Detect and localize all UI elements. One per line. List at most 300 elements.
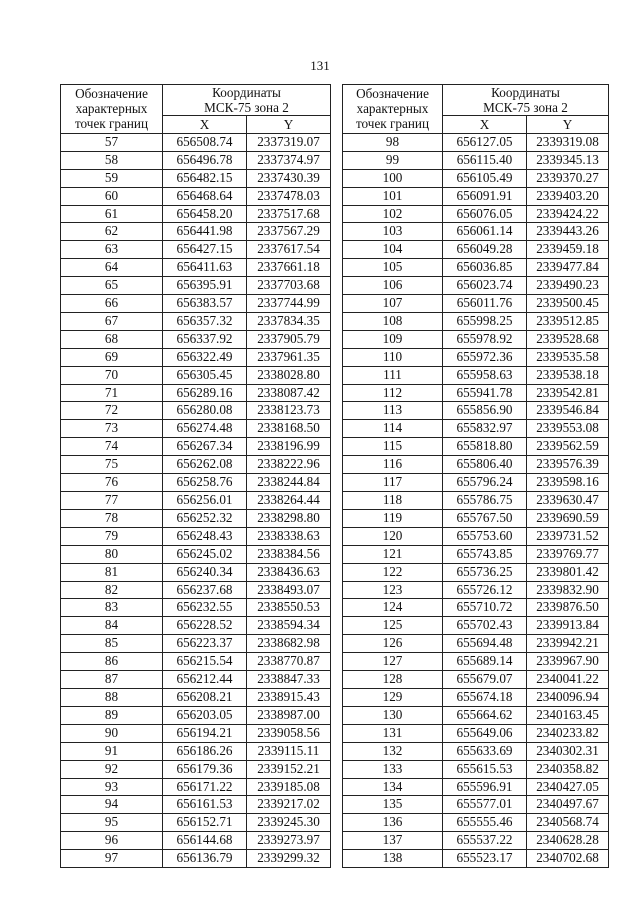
point-number-cell: 73 (61, 420, 163, 438)
point-number-cell: 89 (61, 706, 163, 724)
y-coordinate-cell: 2339490.23 (527, 277, 609, 295)
point-number-cell: 93 (61, 778, 163, 796)
table-row (61, 348, 331, 366)
point-number-cell: 121 (343, 545, 443, 563)
y-header: Y (247, 116, 331, 134)
point-number-cell: 95 (61, 814, 163, 832)
point-number-cell: 106 (343, 277, 443, 295)
y-coordinate-cell: 2339876.50 (527, 599, 609, 617)
y-coordinate-cell: 2337961.35 (247, 348, 331, 366)
table-row (343, 295, 609, 313)
x-coordinate-cell: 656115.40 (443, 151, 527, 169)
x-coordinate-cell: 656468.64 (163, 187, 247, 205)
point-number-cell: 114 (343, 420, 443, 438)
x-coordinate-cell: 656258.76 (163, 474, 247, 492)
y-coordinate-cell: 2338682.98 (247, 635, 331, 653)
table-row (61, 438, 331, 456)
coords-title-line: Координаты (491, 85, 560, 100)
table-row (343, 438, 609, 456)
x-coordinate-cell: 655972.36 (443, 348, 527, 366)
y-coordinate-cell: 2340041.22 (527, 671, 609, 689)
table-row (343, 545, 609, 563)
table-row (61, 366, 331, 384)
y-coordinate-cell: 2339942.21 (527, 635, 609, 653)
y-coordinate-cell: 2338264.44 (247, 492, 331, 510)
table-row (61, 509, 331, 527)
x-coordinate-cell: 656237.68 (163, 581, 247, 599)
coordinates-table-right (342, 84, 609, 868)
y-coordinate-cell: 2338087.42 (247, 384, 331, 402)
point-label-line: характерных (75, 101, 148, 117)
table-row (343, 850, 609, 868)
y-coordinate-cell: 2337661.18 (247, 259, 331, 277)
x-coordinate-cell: 655767.50 (443, 509, 527, 527)
y-coordinate-cell: 2339967.90 (527, 653, 609, 671)
point-number-cell: 61 (61, 205, 163, 223)
point-label-line: Обозначение (75, 86, 148, 102)
point-number-cell: 133 (343, 760, 443, 778)
x-coordinate-cell: 655806.40 (443, 456, 527, 474)
point-number-cell: 70 (61, 366, 163, 384)
y-coordinate-cell: 2339913.84 (527, 617, 609, 635)
x-coordinate-cell: 656036.85 (443, 259, 527, 277)
x-coordinate-cell: 655596.91 (443, 778, 527, 796)
point-number-cell: 120 (343, 527, 443, 545)
point-number-cell: 111 (343, 366, 443, 384)
x-coordinate-cell: 655786.75 (443, 492, 527, 510)
x-coordinate-cell: 656127.05 (443, 133, 527, 151)
y-coordinate-cell: 2339769.77 (527, 545, 609, 563)
point-number-cell: 86 (61, 653, 163, 671)
point-number-cell: 87 (61, 671, 163, 689)
table-row (343, 509, 609, 527)
y-coordinate-cell: 2339245.30 (247, 814, 331, 832)
table-row (343, 420, 609, 438)
table-row (61, 760, 331, 778)
y-coordinate-cell: 2339832.90 (527, 581, 609, 599)
table-row (61, 563, 331, 581)
table-row (343, 796, 609, 814)
point-number-cell: 138 (343, 850, 443, 868)
table-row (343, 151, 609, 169)
point-number-cell: 135 (343, 796, 443, 814)
point-number-cell: 85 (61, 635, 163, 653)
y-coordinate-cell: 2338770.87 (247, 653, 331, 671)
point-number-cell: 79 (61, 527, 163, 545)
x-coordinate-cell: 656186.26 (163, 742, 247, 760)
coords-title-line: Координаты (212, 85, 281, 100)
x-coordinate-cell: 656289.16 (163, 384, 247, 402)
y-coordinate-cell: 2339152.21 (247, 760, 331, 778)
point-number-cell: 124 (343, 599, 443, 617)
x-coordinate-cell: 655523.17 (443, 850, 527, 868)
table-row (343, 456, 609, 474)
coordinates-table-left (60, 84, 331, 868)
table-row (61, 259, 331, 277)
table-row (343, 492, 609, 510)
y-coordinate-cell: 2340233.82 (527, 724, 609, 742)
table-row (343, 814, 609, 832)
table-row (61, 241, 331, 259)
x-coordinate-cell: 656248.43 (163, 527, 247, 545)
point-number-cell: 57 (61, 133, 163, 151)
point-label-line: точек границ (355, 116, 430, 132)
table-row (343, 617, 609, 635)
x-coordinate-cell: 655702.43 (443, 617, 527, 635)
x-coordinate-cell: 656023.74 (443, 277, 527, 295)
y-coordinate-cell: 2339403.20 (527, 187, 609, 205)
table-row (61, 850, 331, 868)
point-number-cell: 91 (61, 742, 163, 760)
table-row (61, 688, 331, 706)
table-row (343, 223, 609, 241)
point-number-cell: 78 (61, 509, 163, 527)
table-row (61, 796, 331, 814)
table-row (343, 402, 609, 420)
y-coordinate-cell: 2339535.58 (527, 348, 609, 366)
point-number-cell: 62 (61, 223, 163, 241)
y-coordinate-cell: 2337567.29 (247, 223, 331, 241)
y-coordinate-cell: 2339801.42 (527, 563, 609, 581)
y-coordinate-cell: 2339299.32 (247, 850, 331, 868)
y-coordinate-cell: 2338847.33 (247, 671, 331, 689)
y-coordinate-cell: 2338298.80 (247, 509, 331, 527)
table-row (343, 671, 609, 689)
table-body (343, 85, 609, 868)
table-row (61, 581, 331, 599)
point-number-cell: 76 (61, 474, 163, 492)
point-number-cell: 60 (61, 187, 163, 205)
y-coordinate-cell: 2340302.31 (527, 742, 609, 760)
y-coordinate-cell: 2339538.18 (527, 366, 609, 384)
y-coordinate-cell: 2339690.59 (527, 509, 609, 527)
table-row (61, 420, 331, 438)
y-coordinate-cell: 2337905.79 (247, 330, 331, 348)
x-coordinate-cell: 656441.98 (163, 223, 247, 241)
table-row (61, 617, 331, 635)
table-row (343, 581, 609, 599)
y-coordinate-cell: 2340497.67 (527, 796, 609, 814)
x-coordinate-cell: 656212.44 (163, 671, 247, 689)
table-row (61, 653, 331, 671)
table-row (343, 133, 609, 151)
point-number-cell: 137 (343, 832, 443, 850)
y-coordinate-cell: 2339630.47 (527, 492, 609, 510)
point-number-cell: 97 (61, 850, 163, 868)
table-row (61, 384, 331, 402)
x-coordinate-cell: 655679.07 (443, 671, 527, 689)
x-coordinate-cell: 655537.22 (443, 832, 527, 850)
point-label-line: Обозначение (356, 86, 429, 102)
table-row (61, 151, 331, 169)
point-number-cell: 74 (61, 438, 163, 456)
x-coordinate-cell: 655674.18 (443, 688, 527, 706)
x-coordinate-cell: 656076.05 (443, 205, 527, 223)
point-number-cell: 96 (61, 832, 163, 850)
point-number-cell: 80 (61, 545, 163, 563)
table-row (343, 653, 609, 671)
coords-title-line: МСК-75 зона 2 (483, 100, 568, 115)
point-number-cell: 64 (61, 259, 163, 277)
table-row (343, 169, 609, 187)
y-coordinate-cell: 2339500.45 (527, 295, 609, 313)
x-coordinate-cell: 656061.14 (443, 223, 527, 241)
y-coordinate-cell: 2339058.56 (247, 724, 331, 742)
x-coordinate-cell: 655818.80 (443, 438, 527, 456)
x-coordinate-cell: 655753.60 (443, 527, 527, 545)
x-coordinate-cell: 656152.71 (163, 814, 247, 832)
x-coordinate-cell: 655978.92 (443, 330, 527, 348)
table-row (343, 742, 609, 760)
point-number-cell: 69 (61, 348, 163, 366)
table-row (61, 706, 331, 724)
table-row (343, 527, 609, 545)
coords-title-header (443, 85, 609, 116)
table-row (61, 599, 331, 617)
x-coordinate-cell: 655689.14 (443, 653, 527, 671)
point-number-cell: 101 (343, 187, 443, 205)
y-coordinate-cell: 2339319.08 (527, 133, 609, 151)
table-row (61, 814, 331, 832)
x-coordinate-cell: 655743.85 (443, 545, 527, 563)
table-row (61, 169, 331, 187)
x-coordinate-cell: 655856.90 (443, 402, 527, 420)
x-coordinate-cell: 656337.92 (163, 330, 247, 348)
point-number-cell: 59 (61, 169, 163, 187)
x-coordinate-cell: 656203.05 (163, 706, 247, 724)
x-coordinate-cell: 656232.55 (163, 599, 247, 617)
point-number-cell: 122 (343, 563, 443, 581)
y-coordinate-cell: 2340163.45 (527, 706, 609, 724)
point-number-cell: 130 (343, 706, 443, 724)
y-coordinate-cell: 2339345.13 (527, 151, 609, 169)
y-coordinate-cell: 2338384.56 (247, 545, 331, 563)
point-number-cell: 112 (343, 384, 443, 402)
x-coordinate-cell: 656011.76 (443, 295, 527, 313)
x-coordinate-cell: 656357.32 (163, 312, 247, 330)
y-coordinate-cell: 2338222.96 (247, 456, 331, 474)
x-coordinate-cell: 656322.49 (163, 348, 247, 366)
x-coordinate-cell: 656411.63 (163, 259, 247, 277)
table-row (61, 205, 331, 223)
point-number-cell: 58 (61, 151, 163, 169)
table-row (61, 295, 331, 313)
point-number-cell: 92 (61, 760, 163, 778)
table-row (343, 832, 609, 850)
y-coordinate-cell: 2338915.43 (247, 688, 331, 706)
point-label-line: точек границ (74, 116, 149, 132)
x-coordinate-cell: 656256.01 (163, 492, 247, 510)
table-row (61, 223, 331, 241)
y-coordinate-cell: 2338987.00 (247, 706, 331, 724)
x-coordinate-cell: 655649.06 (443, 724, 527, 742)
table-row (61, 545, 331, 563)
table-row (343, 724, 609, 742)
y-coordinate-cell: 2337517.68 (247, 205, 331, 223)
x-coordinate-cell: 656267.34 (163, 438, 247, 456)
point-number-cell: 123 (343, 581, 443, 599)
y-coordinate-cell: 2339459.18 (527, 241, 609, 259)
x-coordinate-cell: 655633.69 (443, 742, 527, 760)
table-row (343, 312, 609, 330)
y-coordinate-cell: 2338550.53 (247, 599, 331, 617)
x-coordinate-cell: 655615.53 (443, 760, 527, 778)
x-coordinate-cell: 655577.01 (443, 796, 527, 814)
y-header: Y (527, 116, 609, 134)
table-row (343, 760, 609, 778)
table-row (343, 205, 609, 223)
table-row (61, 724, 331, 742)
y-coordinate-cell: 2340702.68 (527, 850, 609, 868)
x-coordinate-cell: 656496.78 (163, 151, 247, 169)
table-row (343, 384, 609, 402)
x-coordinate-cell: 655710.72 (443, 599, 527, 617)
x-coordinate-cell: 655726.12 (443, 581, 527, 599)
x-header: X (443, 116, 527, 134)
y-coordinate-cell: 2338196.99 (247, 438, 331, 456)
point-number-cell: 113 (343, 402, 443, 420)
x-coordinate-cell: 656223.37 (163, 635, 247, 653)
x-coordinate-cell: 655998.25 (443, 312, 527, 330)
point-number-cell: 131 (343, 724, 443, 742)
x-coordinate-cell: 656049.28 (443, 241, 527, 259)
table-row (61, 671, 331, 689)
point-number-cell: 71 (61, 384, 163, 402)
y-coordinate-cell: 2339424.22 (527, 205, 609, 223)
point-number-cell: 134 (343, 778, 443, 796)
point-number-cell: 116 (343, 456, 443, 474)
point-number-cell: 100 (343, 169, 443, 187)
point-number-cell: 65 (61, 277, 163, 295)
y-coordinate-cell: 2339217.02 (247, 796, 331, 814)
table-row (61, 492, 331, 510)
point-number-cell: 118 (343, 492, 443, 510)
point-number-cell: 117 (343, 474, 443, 492)
x-coordinate-cell: 656105.49 (443, 169, 527, 187)
table-row (343, 778, 609, 796)
x-coordinate-cell: 656427.15 (163, 241, 247, 259)
point-number-cell: 88 (61, 688, 163, 706)
point-number-cell: 107 (343, 295, 443, 313)
y-coordinate-cell: 2338338.63 (247, 527, 331, 545)
page-number: 131 (310, 58, 330, 73)
y-coordinate-cell: 2339528.68 (527, 330, 609, 348)
table-row (343, 706, 609, 724)
point-number-cell: 102 (343, 205, 443, 223)
table-row (61, 187, 331, 205)
y-coordinate-cell: 2338436.63 (247, 563, 331, 581)
x-coordinate-cell: 656240.34 (163, 563, 247, 581)
x-coordinate-cell: 656458.20 (163, 205, 247, 223)
x-coordinate-cell: 656161.53 (163, 796, 247, 814)
table-row (343, 259, 609, 277)
table-row (343, 348, 609, 366)
table-row (61, 474, 331, 492)
table-row (343, 599, 609, 617)
y-coordinate-cell: 2338594.34 (247, 617, 331, 635)
y-coordinate-cell: 2340628.28 (527, 832, 609, 850)
y-coordinate-cell: 2337834.35 (247, 312, 331, 330)
y-coordinate-cell: 2339443.26 (527, 223, 609, 241)
x-coordinate-cell: 656395.91 (163, 277, 247, 295)
y-coordinate-cell: 2339185.08 (247, 778, 331, 796)
y-coordinate-cell: 2339115.11 (247, 742, 331, 760)
table-row (61, 133, 331, 151)
x-coordinate-cell: 656262.08 (163, 456, 247, 474)
x-coordinate-cell: 656091.91 (443, 187, 527, 205)
table-row (61, 635, 331, 653)
point-number-cell: 104 (343, 241, 443, 259)
point-number-cell: 132 (343, 742, 443, 760)
y-coordinate-cell: 2338244.84 (247, 474, 331, 492)
table-row (61, 832, 331, 850)
y-coordinate-cell: 2340358.82 (527, 760, 609, 778)
x-header: X (163, 116, 247, 134)
x-coordinate-cell: 656136.79 (163, 850, 247, 868)
x-coordinate-cell: 656252.32 (163, 509, 247, 527)
y-coordinate-cell: 2337430.39 (247, 169, 331, 187)
y-coordinate-cell: 2337478.03 (247, 187, 331, 205)
y-coordinate-cell: 2337744.99 (247, 295, 331, 313)
y-coordinate-cell: 2340568.74 (527, 814, 609, 832)
point-label-line: характерных (356, 101, 429, 117)
y-coordinate-cell: 2340096.94 (527, 688, 609, 706)
point-number-cell: 110 (343, 348, 443, 366)
point-number-cell: 136 (343, 814, 443, 832)
y-coordinate-cell: 2337319.07 (247, 133, 331, 151)
x-coordinate-cell: 656179.36 (163, 760, 247, 778)
point-number-cell: 82 (61, 581, 163, 599)
x-coordinate-cell: 656144.68 (163, 832, 247, 850)
y-coordinate-cell: 2337703.68 (247, 277, 331, 295)
table-row (343, 635, 609, 653)
y-coordinate-cell: 2339562.59 (527, 438, 609, 456)
point-number-cell: 77 (61, 492, 163, 510)
x-coordinate-cell: 656245.02 (163, 545, 247, 563)
table-row (61, 277, 331, 295)
table-row (61, 456, 331, 474)
table-row (343, 241, 609, 259)
point-number-cell: 68 (61, 330, 163, 348)
point-number-cell: 105 (343, 259, 443, 277)
table-row (61, 778, 331, 796)
x-coordinate-cell: 655736.25 (443, 563, 527, 581)
table-row (343, 330, 609, 348)
y-coordinate-cell: 2339553.08 (527, 420, 609, 438)
point-number-cell: 126 (343, 635, 443, 653)
x-coordinate-cell: 656280.08 (163, 402, 247, 420)
x-coordinate-cell: 656194.21 (163, 724, 247, 742)
x-coordinate-cell: 656208.21 (163, 688, 247, 706)
x-coordinate-cell: 655796.24 (443, 474, 527, 492)
x-coordinate-cell: 656215.54 (163, 653, 247, 671)
table-row (343, 563, 609, 581)
point-number-cell: 84 (61, 617, 163, 635)
point-number-cell: 98 (343, 133, 443, 151)
point-number-cell: 99 (343, 151, 443, 169)
point-number-cell: 125 (343, 617, 443, 635)
y-coordinate-cell: 2340427.05 (527, 778, 609, 796)
x-coordinate-cell: 655941.78 (443, 384, 527, 402)
point-number-cell: 66 (61, 295, 163, 313)
x-coordinate-cell: 656171.22 (163, 778, 247, 796)
point-number-cell: 67 (61, 312, 163, 330)
coords-title-header (163, 85, 331, 116)
x-coordinate-cell: 656508.74 (163, 133, 247, 151)
x-coordinate-cell: 655832.97 (443, 420, 527, 438)
y-coordinate-cell: 2338493.07 (247, 581, 331, 599)
point-number-cell: 83 (61, 599, 163, 617)
